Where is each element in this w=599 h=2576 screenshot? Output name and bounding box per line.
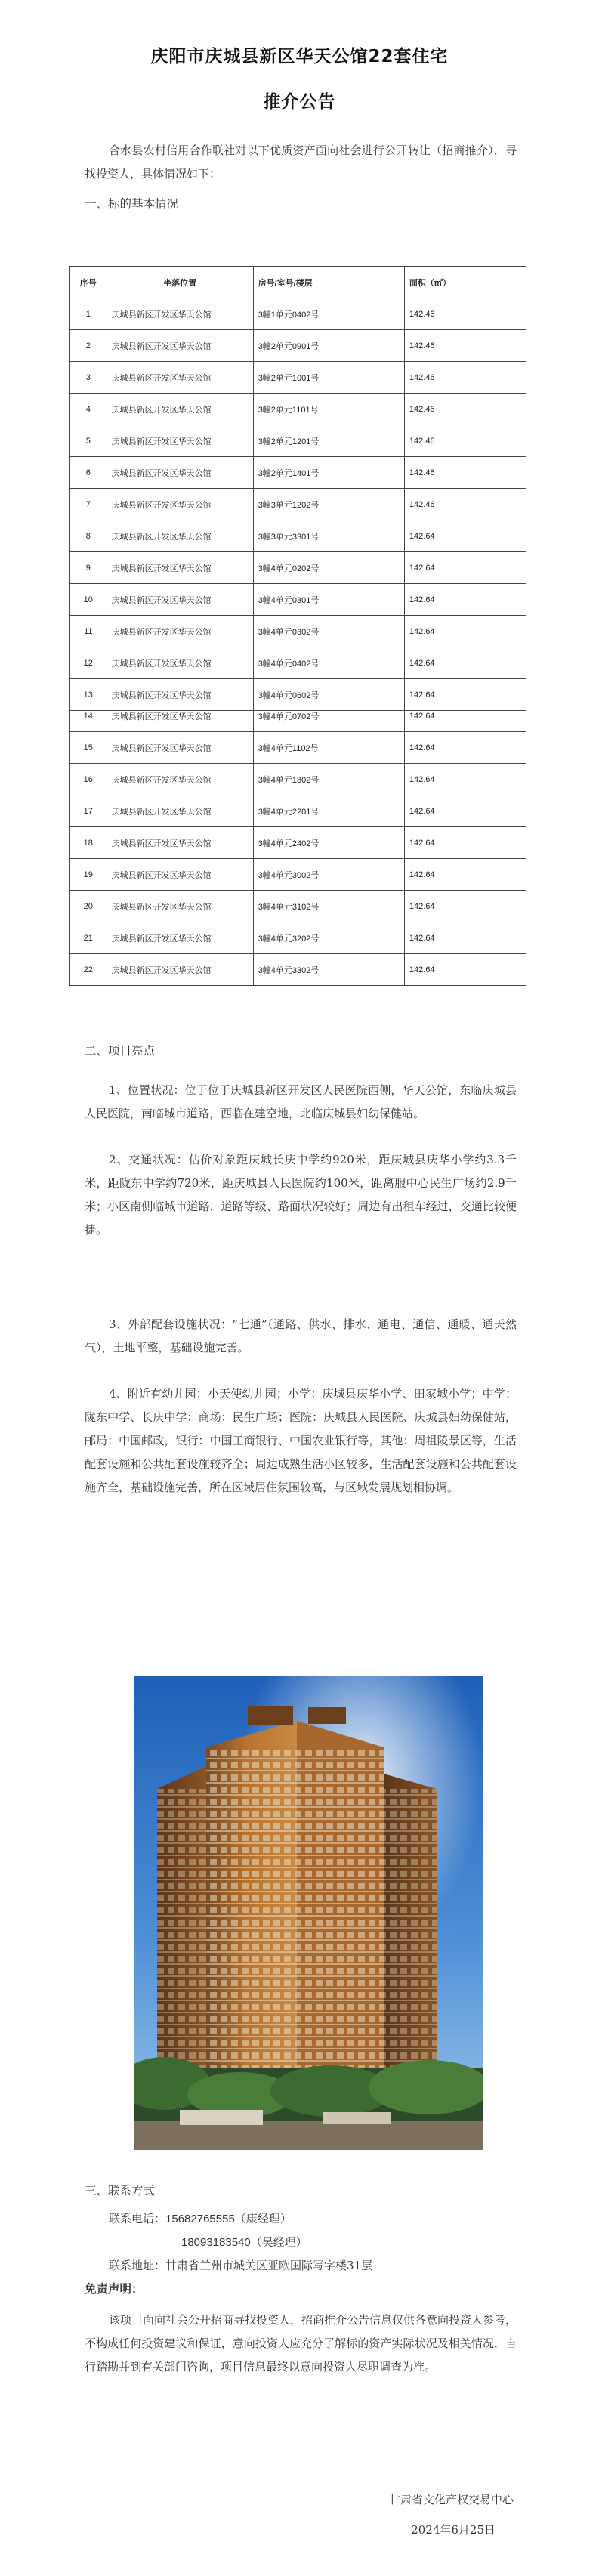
table-header-row — [70, 267, 526, 298]
cell-index: 12 — [70, 647, 107, 679]
cell-location: 庆城县新区开发区华天公馆 — [107, 732, 253, 764]
cell-room: 3幢4单元3302号 — [253, 954, 404, 986]
contact-address-label: 联系地址： — [109, 2259, 166, 2272]
cell-location: 庆城县新区开发区华天公馆 — [107, 298, 253, 330]
cell-room: 3幢2单元1001号 — [253, 362, 404, 394]
contact-phone-line — [109, 2207, 517, 2231]
cell-location: 庆城县新区开发区华天公馆 — [107, 552, 253, 584]
cell-index: 11 — [70, 616, 107, 647]
page-subtitle: 推介公告 — [263, 92, 336, 112]
contact-address-line — [109, 2254, 532, 2278]
header-room: 房号/室号/楼层 — [253, 267, 404, 298]
cell-area: 142.64 — [404, 584, 526, 616]
table-row — [70, 520, 526, 552]
building-photo — [134, 1676, 483, 2150]
cell-index: 22 — [70, 954, 107, 986]
table-row — [70, 700, 526, 732]
header-index: 序号 — [70, 267, 107, 298]
cell-location: 庆城县新区开发区华天公馆 — [107, 859, 253, 891]
contact-address: 甘肃省兰州市城关区亚欧国际写字楼31层 — [165, 2259, 373, 2272]
cell-location: 庆城县新区开发区华天公馆 — [107, 764, 253, 795]
cell-location: 庆城县新区开发区华天公馆 — [107, 425, 253, 457]
table-row — [70, 394, 526, 425]
section-basic-info-heading: 一、标的基本情况 — [85, 197, 179, 211]
cell-location: 庆城县新区开发区华天公馆 — [107, 489, 253, 520]
cell-room: 3幢4单元0702号 — [253, 700, 404, 732]
cell-location: 庆城县新区开发区华天公馆 — [107, 457, 253, 489]
cell-area: 142.46 — [404, 394, 526, 425]
cell-index: 18 — [70, 827, 107, 859]
table-row — [70, 732, 526, 764]
cell-area: 142.64 — [404, 859, 526, 891]
cell-area: 142.64 — [404, 700, 526, 732]
cell-location: 庆城县新区开发区华天公馆 — [107, 647, 253, 679]
cell-location: 庆城县新区开发区华天公馆 — [107, 584, 253, 616]
highlight-location: 1、位置状况：位于位于庆城县新区开发区人民医院西侧，华天公馆，东临庆城县人民医院，南临城市道路，西临在建空地，北临庆城县妇幼保健站。 — [85, 1083, 517, 1120]
disclaimer-text: 该项目面向社会公开招商寻找投资人，招商推介公告信息仅供各意向投资人参考，不构成任何投资建议和保证，意向投资人应充分了解标的资产实际状况及相关情况，自行踏勘并到有关部门咨询，项目信息最终以意向投资人尽职调查为准。 — [85, 2313, 517, 2374]
cell-index: 10 — [70, 584, 107, 616]
cell-area: 142.46 — [404, 457, 526, 489]
contact-phone-1: 15682765555（康经理） — [165, 2213, 292, 2225]
table-row — [70, 552, 526, 584]
cell-location: 庆城县新区开发区华天公馆 — [107, 362, 253, 394]
table-row — [70, 764, 526, 795]
cell-location: 庆城县新区开发区华天公馆 — [107, 891, 253, 922]
table-row — [70, 425, 526, 457]
cell-index: 1 — [70, 298, 107, 330]
cell-index: 9 — [70, 552, 107, 584]
cell-index: 2 — [70, 330, 107, 362]
signature-organization: 甘肃省文化产权交易中心 — [388, 2493, 514, 2507]
table-row — [70, 362, 526, 394]
cell-area: 142.46 — [404, 425, 526, 457]
cell-area: 142.64 — [404, 764, 526, 795]
cell-index: 5 — [70, 425, 107, 457]
cell-room: 3幢4单元3002号 — [253, 859, 404, 891]
cell-room: 3幢4单元0402号 — [253, 647, 404, 679]
cell-index: 20 — [70, 891, 107, 922]
cell-index: 14 — [70, 700, 107, 732]
table-row — [70, 891, 526, 922]
header-area: 面积（㎡） — [404, 267, 526, 298]
asset-table-part1 — [69, 266, 526, 711]
contact-phone-line-2 — [181, 2231, 517, 2254]
table-row — [70, 457, 526, 489]
cell-area: 142.64 — [404, 827, 526, 859]
cell-room: 3幢2单元1401号 — [253, 457, 404, 489]
highlight-traffic: 2、交通状况：估价对象距庆城长庆中学约920米，距庆城县庆华小学约3.3千米，距陇东中学约720米，距庆城县人民医院约100米，距离服中心民生广场约2.9千米；小区南侧临城市道路，道路等级、路面状况较好；周边有出租车经过，交通比较便捷。 — [85, 1153, 517, 1237]
cell-area: 142.64 — [404, 922, 526, 954]
highlight-infrastructure: 3、外部配套设施状况：“七通”（通路、供水、排水、通电、通信、通暖、通天然气），土地平整，基础设施完善。 — [85, 1317, 517, 1354]
table-row — [70, 795, 526, 827]
highlight-amenities: 4、附近有幼儿园：小天使幼儿园；小学：庆城县庆华小学、田家城小学；中学：陇东中学、长庆中学；商场：民生广场；医院：庆城县人民医院、庆城县妇幼保健站，邮局：中国邮政，银行：中国工商银行、中国农业银行等，其他：周祖陵景区等，生活配套设施和公共配套设施较齐全；周边成熟生活小区较多，生活配套设施和公共配套设施齐全，基础设施完善，所在区域居住氛围较高，与区域发展规划相协调。 — [85, 1387, 517, 1494]
cell-room: 3幢4单元1802号 — [253, 764, 404, 795]
cell-room: 3幢4单元3202号 — [253, 922, 404, 954]
cell-room: 3幢3单元3301号 — [253, 520, 404, 552]
cell-room: 3幢2单元0901号 — [253, 330, 404, 362]
cell-index: 21 — [70, 922, 107, 954]
disclaimer-heading: 免责声明： — [85, 2281, 144, 2296]
cell-index: 15 — [70, 732, 107, 764]
table-row — [70, 489, 526, 520]
cell-room: 3幢4单元2402号 — [253, 827, 404, 859]
section-highlights-heading: 二、项目亮点 — [85, 1044, 156, 1058]
intro-paragraph: 合水县农村信用合作联社对以下优质资产面向社会进行公开转让（招商推介），寻找投资人，具体情况如下： — [85, 144, 517, 181]
table-row — [70, 330, 526, 362]
cell-room: 3幢4单元2201号 — [253, 795, 404, 827]
cell-location: 庆城县新区开发区华天公馆 — [107, 954, 253, 986]
header-location: 坐落位置 — [107, 267, 253, 298]
table-row — [70, 922, 526, 954]
cell-index: 8 — [70, 520, 107, 552]
table-row — [70, 616, 526, 647]
cell-location: 庆城县新区开发区华天公馆 — [107, 700, 253, 732]
table-row — [70, 647, 526, 679]
cell-room: 3幢3单元1202号 — [253, 489, 404, 520]
cell-index: 3 — [70, 362, 107, 394]
cell-index: 17 — [70, 795, 107, 827]
table-row — [70, 827, 526, 859]
contact-phone-label: 联系电话： — [109, 2212, 166, 2225]
cell-location: 庆城县新区开发区华天公馆 — [107, 679, 253, 711]
cell-area: 142.64 — [404, 520, 526, 552]
cell-area: 142.64 — [404, 647, 526, 679]
cell-room: 3幢4单元0602号 — [253, 679, 404, 711]
cell-area: 142.64 — [404, 891, 526, 922]
contact-phone-2: 18093183540（吴经理） — [181, 2236, 307, 2249]
table-row — [70, 954, 526, 986]
table-row — [70, 859, 526, 891]
cell-area: 142.64 — [404, 679, 526, 711]
cell-room: 3幢4单元0202号 — [253, 552, 404, 584]
section-contact-heading: 三、联系方式 — [85, 2184, 156, 2198]
cell-area: 142.46 — [404, 330, 526, 362]
cell-index: 7 — [70, 489, 107, 520]
table-row — [70, 298, 526, 330]
cell-room: 3幢2单元1201号 — [253, 425, 404, 457]
cell-room: 3幢1单元0402号 — [253, 298, 404, 330]
cell-location: 庆城县新区开发区华天公馆 — [107, 827, 253, 859]
cell-area: 142.46 — [404, 298, 526, 330]
cell-area: 142.64 — [404, 732, 526, 764]
page-title: 庆阳市庆城县新区华天公馆22套住宅 — [150, 47, 449, 66]
cell-location: 庆城县新区开发区华天公馆 — [107, 922, 253, 954]
cell-room: 3幢4单元3102号 — [253, 891, 404, 922]
cell-index: 6 — [70, 457, 107, 489]
cell-location: 庆城县新区开发区华天公馆 — [107, 520, 253, 552]
cell-room: 3幢4单元0302号 — [253, 616, 404, 647]
cell-room: 3幢2单元1101号 — [253, 394, 404, 425]
cell-room: 3幢4单元0301号 — [253, 584, 404, 616]
cell-index: 4 — [70, 394, 107, 425]
cell-index: 13 — [70, 679, 107, 711]
cell-room: 3幢4单元1102号 — [253, 732, 404, 764]
cell-location: 庆城县新区开发区华天公馆 — [107, 795, 253, 827]
cell-area: 142.46 — [404, 489, 526, 520]
cell-location: 庆城县新区开发区华天公馆 — [107, 616, 253, 647]
cell-area: 142.64 — [404, 795, 526, 827]
cell-area: 142.64 — [404, 954, 526, 986]
cell-location: 庆城县新区开发区华天公馆 — [107, 330, 253, 362]
cell-area: 142.64 — [404, 616, 526, 647]
table-row — [70, 584, 526, 616]
cell-area: 142.64 — [404, 552, 526, 584]
cell-location: 庆城县新区开发区华天公馆 — [107, 394, 253, 425]
cell-area: 142.46 — [404, 362, 526, 394]
asset-table-part2 — [69, 700, 526, 986]
cell-index: 16 — [70, 764, 107, 795]
cell-index: 19 — [70, 859, 107, 891]
signature-date: 2024年6月25日 — [411, 2523, 496, 2537]
